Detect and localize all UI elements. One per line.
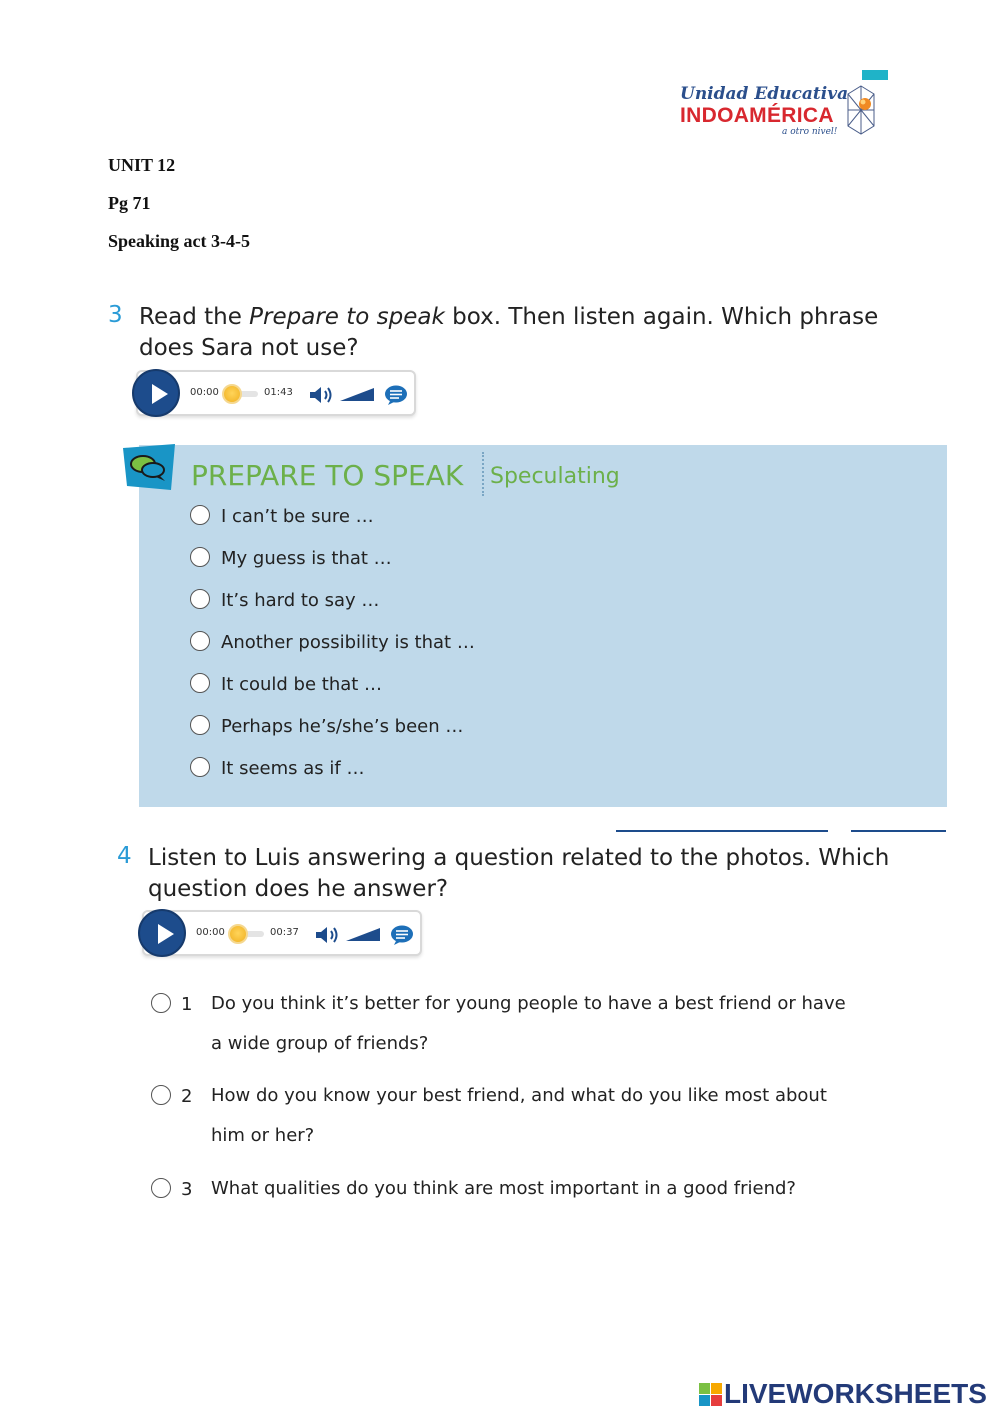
audio-player-2	[142, 910, 422, 956]
radio-button[interactable]	[151, 993, 171, 1013]
answer-number: 1	[181, 994, 193, 1015]
captions-icon[interactable]	[384, 384, 408, 406]
logo-line-1: Unidad Educativa	[680, 84, 849, 104]
radio-button[interactable]	[190, 505, 210, 525]
volume-icon[interactable]	[314, 924, 342, 946]
radio-button[interactable]	[190, 589, 210, 609]
radio-button[interactable]	[190, 715, 210, 735]
answer-text	[211, 1076, 911, 1156]
question-3-number: 3	[108, 302, 123, 328]
phrase-option-label: It seems as if …	[221, 758, 365, 779]
question-3-text-a: Read the	[139, 304, 250, 330]
question-4-number: 4	[117, 843, 132, 869]
answer-number: 3	[181, 1179, 193, 1200]
question-4-text	[148, 843, 948, 905]
radio-button[interactable]	[190, 757, 210, 777]
question-3-text-b: box. Then listen again. Which phrase	[444, 304, 879, 330]
volume-icon[interactable]	[308, 384, 336, 406]
answer-text-line1: What qualities do you think are most important in a good friend?	[211, 1178, 796, 1199]
logo-accent-bar	[862, 70, 888, 80]
captions-icon[interactable]	[390, 924, 414, 946]
answer-text-line2: a wide group of friends?	[211, 1033, 429, 1054]
volume-level-icon[interactable]	[346, 926, 382, 942]
liveworksheets-logo-icon	[698, 1382, 724, 1408]
phrase-option-label: Another possibility is that …	[221, 632, 475, 653]
prepare-to-speak-subtitle: Speculating	[490, 464, 620, 489]
radio-button[interactable]	[190, 547, 210, 567]
audio-player-1	[136, 370, 416, 416]
player-2-seek-handle[interactable]	[228, 924, 248, 944]
radio-button[interactable]	[190, 673, 210, 693]
separator-line	[851, 830, 946, 832]
question-3-text	[139, 302, 949, 364]
volume-level-icon[interactable]	[340, 386, 376, 402]
logo-emblem-icon	[846, 84, 876, 136]
logo-line-2: INDOAMÉRICA	[680, 104, 834, 127]
separator-line	[616, 830, 828, 832]
activity-title: Speaking act 3-4-5	[108, 231, 251, 251]
player-1-current-time: 00:00	[190, 387, 219, 398]
play-button-2[interactable]	[138, 909, 186, 957]
radio-button[interactable]	[151, 1085, 171, 1105]
answer-text	[211, 1169, 911, 1209]
player-1-duration: 01:43	[264, 387, 293, 398]
player-1-seek-handle[interactable]	[222, 384, 242, 404]
prepare-to-speak-title: PREPARE TO SPEAK	[191, 459, 464, 492]
radio-button[interactable]	[190, 631, 210, 651]
page-number: Pg 71	[108, 193, 151, 213]
question-4-text-line2: question does he answer?	[148, 876, 449, 902]
question-3-text-line2: does Sara not use?	[139, 335, 359, 361]
phrase-option-label: Perhaps he’s/she’s been …	[221, 716, 464, 737]
answer-text-line2: him or her?	[211, 1125, 315, 1146]
player-2-current-time: 00:00	[196, 927, 225, 938]
phrase-option-label: It could be that …	[221, 674, 383, 695]
title-divider	[482, 452, 484, 496]
school-logo	[680, 70, 895, 140]
question-4-text-line1: Listen to Luis answering a question related to the photos. Which	[148, 845, 890, 871]
radio-button[interactable]	[151, 1178, 171, 1198]
question-3-text-italic: Prepare to speak	[249, 304, 445, 330]
play-button-1[interactable]	[132, 369, 180, 417]
answer-number: 2	[181, 1086, 193, 1107]
prepare-to-speak-box	[139, 445, 947, 807]
answer-text-line1: Do you think it’s better for young people to have a best friend or have	[211, 993, 846, 1014]
phrase-option-label: I can’t be sure …	[221, 506, 374, 527]
liveworksheets-wordmark: LIVEWORKSHEETS	[724, 1378, 987, 1409]
player-2-duration: 00:37	[270, 927, 299, 938]
answer-text	[211, 984, 911, 1064]
logo-line-3: a otro nivel!	[782, 127, 838, 137]
unit-title: UNIT 12	[108, 155, 176, 175]
phrase-option-label: It’s hard to say …	[221, 590, 380, 611]
phrase-option-label: My guess is that …	[221, 548, 392, 569]
speech-bubbles-icon	[123, 444, 175, 492]
answer-text-line1: How do you know your best friend, and what do you like most about	[211, 1085, 827, 1106]
